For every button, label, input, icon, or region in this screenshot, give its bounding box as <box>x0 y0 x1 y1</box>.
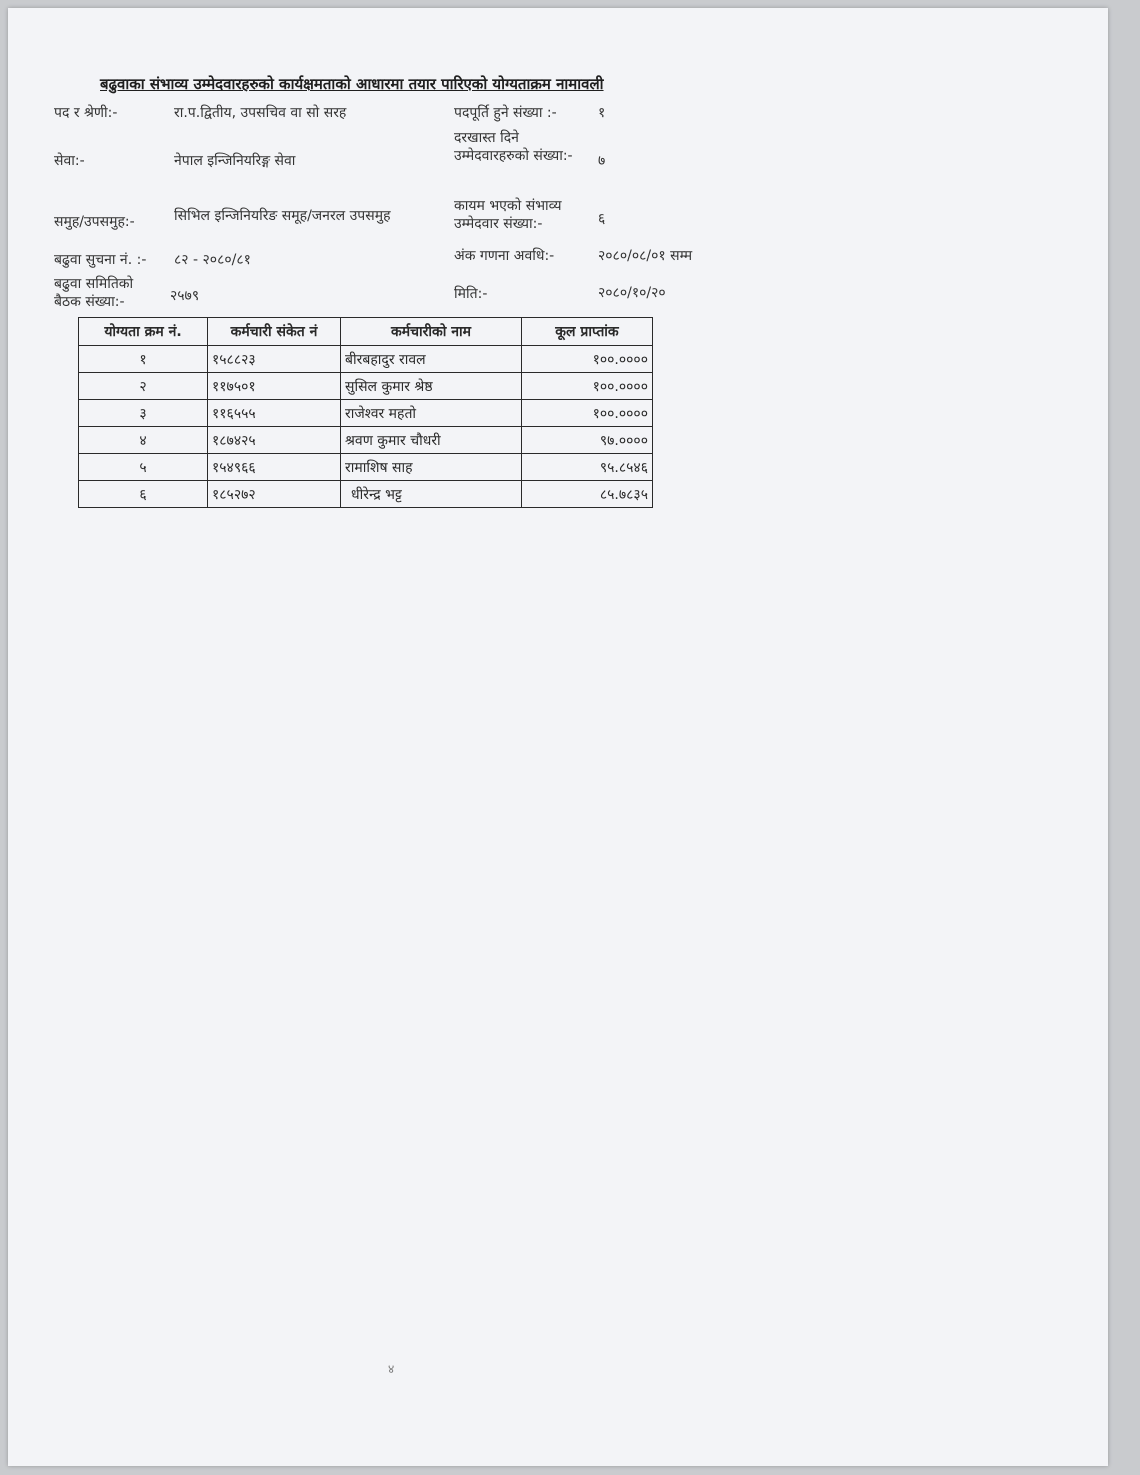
employee-name-cell: बीरबहादुर रावल <box>341 346 522 373</box>
table-row <box>79 481 653 508</box>
notice-label: बढुवा सुचना नं. :- <box>54 252 147 268</box>
post-label: पद र श्रेणी:- <box>54 105 118 121</box>
rank-cell: १ <box>79 346 208 373</box>
total-score-cell: ९७.०००० <box>522 427 653 454</box>
employee-name-cell: रामाशिष साह <box>341 454 522 481</box>
group-label: समुह/उपसमुह:- <box>54 214 135 230</box>
rank-cell: ३ <box>79 400 208 427</box>
header-total-score: कूल प्राप्तांक <box>522 318 653 346</box>
date-value: २०८०/१०/२० <box>598 285 666 301</box>
document-page <box>8 8 1108 1466</box>
table-row <box>79 427 653 454</box>
table-row <box>79 400 653 427</box>
service-label: सेवा:- <box>54 153 85 169</box>
total-score-cell: १००.०००० <box>522 400 653 427</box>
vacancies-value: १ <box>598 105 606 121</box>
employee-code-cell: ११६५५५ <box>208 400 341 427</box>
period-value: २०८०/०८/०१ सम्म <box>598 248 693 264</box>
merit-list-table <box>78 317 653 508</box>
meeting-value: २५७९ <box>170 288 200 304</box>
date-label: मिति:- <box>454 286 488 302</box>
rank-cell: २ <box>79 373 208 400</box>
employee-code-cell: १८७४२५ <box>208 427 341 454</box>
applicants-label: दरखास्त दिने उम्मेदवारहरुको संख्या:- <box>454 130 573 164</box>
employee-name-cell: धीरेन्द्र भट्ट <box>341 481 522 508</box>
period-label: अंक गणना अवधि:- <box>454 248 555 264</box>
table-row <box>79 373 653 400</box>
employee-name-cell: सुसिल कुमार श्रेष्ठ <box>341 373 522 400</box>
eligible-value: ६ <box>598 211 606 227</box>
total-score-cell: १००.०००० <box>522 373 653 400</box>
post-value: रा.प.द्वितीय, उपसचिव वा सो सरह <box>174 105 347 121</box>
applicants-value: ७ <box>598 153 606 169</box>
header-employee-code: कर्मचारी संकेत नं <box>208 318 341 346</box>
total-score-cell: ९५.८५४६ <box>522 454 653 481</box>
total-score-cell: १००.०००० <box>522 346 653 373</box>
document-title: बढुवाका संभाव्य उम्मेदवारहरुको कार्यक्षमताको आधारमा तयार पारिएको योग्यताक्रम नामावली <box>100 75 604 93</box>
page-mark: ४ <box>388 1362 395 1376</box>
header-rank: योग्यता क्रम नं. <box>79 318 208 346</box>
rank-cell: ६ <box>79 481 208 508</box>
rank-cell: ५ <box>79 454 208 481</box>
eligible-label: कायम भएको संभाव्य उम्मेदवार संख्या:- <box>454 198 562 232</box>
rank-cell: ४ <box>79 427 208 454</box>
vacancies-label: पदपूर्ति हुने संख्या :- <box>454 105 557 121</box>
table-header-row <box>79 318 653 346</box>
service-value: नेपाल इन्जिनियरिङ्ग सेवा <box>174 153 296 169</box>
table-row <box>79 454 653 481</box>
table-row <box>79 346 653 373</box>
employee-code-cell: १५४९६६ <box>208 454 341 481</box>
total-score-cell: ८५.७८३५ <box>522 481 653 508</box>
employee-name-cell: श्रवण कुमार चौधरी <box>341 427 522 454</box>
employee-code-cell: १५८८२३ <box>208 346 341 373</box>
employee-code-cell: १८५२७२ <box>208 481 341 508</box>
notice-value: ८२ - २०८०/८१ <box>174 252 251 268</box>
meeting-label: बढुवा समितिको बैठक संख्या:- <box>54 276 134 310</box>
employee-code-cell: ११७५०१ <box>208 373 341 400</box>
group-value: सिभिल इन्जिनियरिङ समूह/जनरल उपसमुह <box>174 208 391 224</box>
employee-name-cell: राजेश्वर महतो <box>341 400 522 427</box>
header-employee-name: कर्मचारीको नाम <box>341 318 522 346</box>
